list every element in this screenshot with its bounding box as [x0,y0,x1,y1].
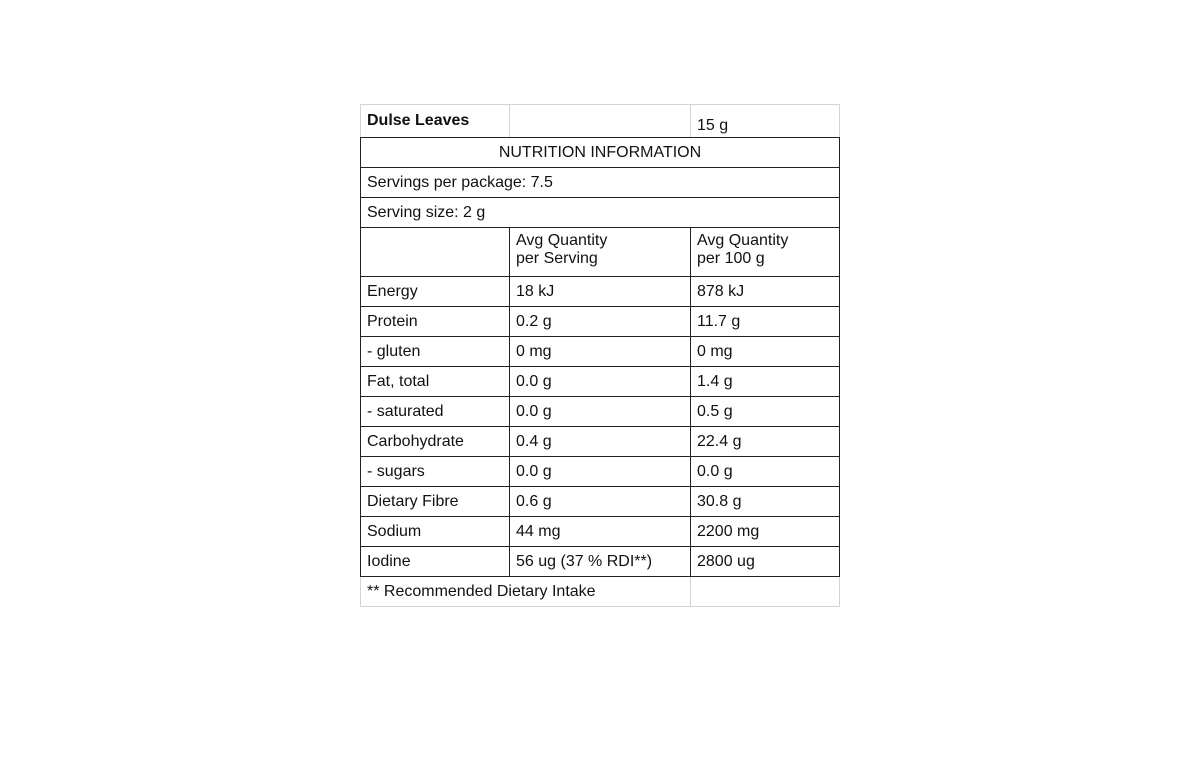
nutrient-name: Protein [361,307,510,337]
nutrient-name: Dietary Fibre [361,487,510,517]
per-serving-value: 0.6 g [510,487,691,517]
nutrient-name: Fat, total [361,367,510,397]
footnote: ** Recommended Dietary Intake [361,577,691,607]
per-serving-value: 56 ug (37 % RDI**) [510,547,691,577]
nutrient-name: - gluten [361,337,510,367]
per-100g-value: 0.0 g [691,457,840,487]
nutrient-row-energy [361,277,840,307]
nutrition-table [360,104,840,607]
nutrient-row-gluten [361,337,840,367]
nutrient-row-sodium [361,517,840,547]
per-100g-value: 878 kJ [691,277,840,307]
heading-row [361,138,840,168]
per-serving-value: 0 mg [510,337,691,367]
product-weight: 15 g [691,105,840,138]
nutrient-name: Iodine [361,547,510,577]
product-name: Dulse Leaves [361,105,510,138]
nutrient-column-header [361,228,510,277]
per-100g-header-line2: per 100 g [697,250,765,267]
nutrient-name: - sugars [361,457,510,487]
serving-size-row [361,198,840,228]
nutrient-row-dietary-fibre [361,487,840,517]
per-serving-value: 0.0 g [510,457,691,487]
nutrient-name: Energy [361,277,510,307]
per-100g-value: 1.4 g [691,367,840,397]
servings-row [361,168,840,198]
nutrient-row-carbohydrate [361,427,840,457]
per-serving-value: 0.4 g [510,427,691,457]
servings-per-package: Servings per package: 7.5 [361,168,840,198]
per-100g-value: 0 mg [691,337,840,367]
footnote-row [361,577,840,607]
per-serving-value: 0.0 g [510,367,691,397]
nutrient-row-protein [361,307,840,337]
per-serving-value: 0.0 g [510,397,691,427]
per-serving-value: 0.2 g [510,307,691,337]
nutrition-heading: NUTRITION INFORMATION [361,138,840,168]
title-spacer-cell [510,105,691,138]
nutrient-row-fat-total [361,367,840,397]
per-100g-value: 22.4 g [691,427,840,457]
footnote-spacer-cell [691,577,840,607]
per-100g-value: 2800 ug [691,547,840,577]
serving-size: Serving size: 2 g [361,198,840,228]
nutrient-row-saturated [361,397,840,427]
per-100g-value: 11.7 g [691,307,840,337]
nutrient-name: Carbohydrate [361,427,510,457]
column-header-row [361,228,840,277]
nutrient-name: - saturated [361,397,510,427]
per-100g-column-header [691,228,840,277]
per-serving-value: 18 kJ [510,277,691,307]
nutrition-label [360,104,839,607]
per-serving-column-header [510,228,691,277]
nutrient-row-sugars [361,457,840,487]
per-100g-value: 0.5 g [691,397,840,427]
per-serving-value: 44 mg [510,517,691,547]
per-100g-value: 2200 mg [691,517,840,547]
title-row [361,105,840,138]
per-100g-value: 30.8 g [691,487,840,517]
per-100g-header-line1: Avg Quantity [697,232,789,249]
nutrient-row-iodine [361,547,840,577]
per-serving-header-line1: Avg Quantity [516,232,608,249]
per-serving-header-line2: per Serving [516,250,598,267]
nutrient-name: Sodium [361,517,510,547]
